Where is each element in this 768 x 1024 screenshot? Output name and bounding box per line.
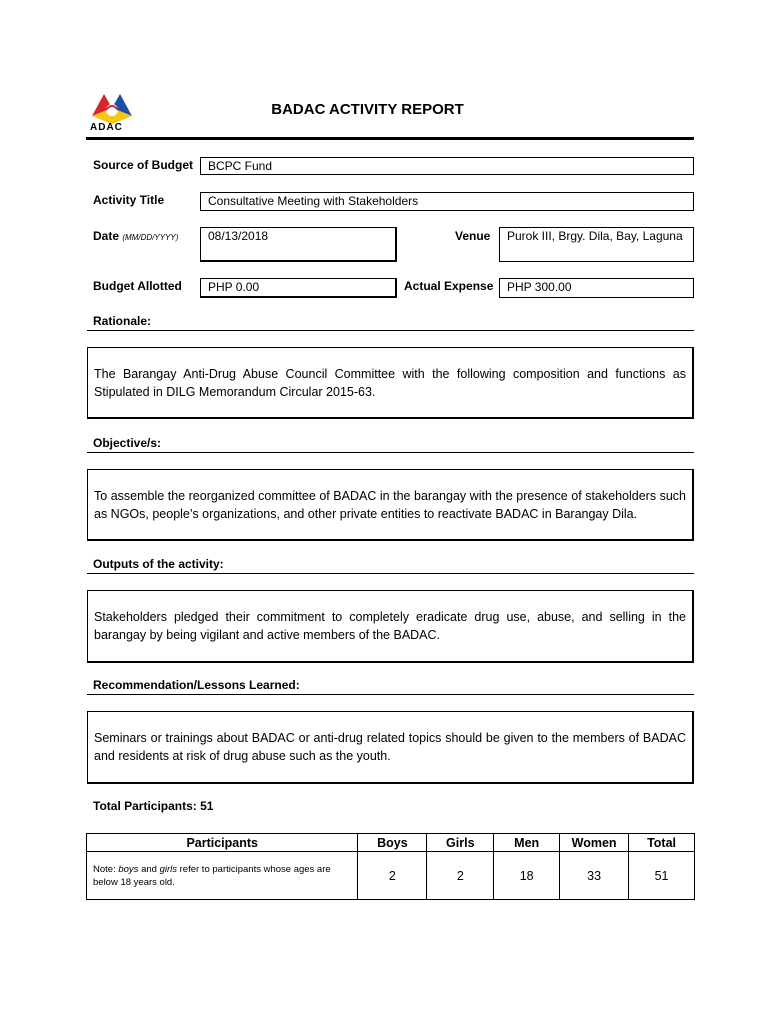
note-girls: girls xyxy=(159,863,177,875)
girls-count: 2 xyxy=(427,852,494,900)
rationale-text: The Barangay Anti-Drug Abuse Council Committee with the following composition and functions as Stipulated in DILG Memorandum Circular 2015-63. xyxy=(94,366,686,399)
date-format-hint: (MM/DD/YYYY) xyxy=(122,233,179,242)
actual-expense-field: PHP 300.00 xyxy=(499,278,694,298)
header-rule xyxy=(86,137,694,140)
table-header-row xyxy=(87,834,695,852)
objective-box xyxy=(87,469,694,541)
date-field: 08/13/2018 xyxy=(200,227,397,262)
rationale-rule xyxy=(87,330,694,331)
venue-label: Venue xyxy=(455,229,491,243)
date-label xyxy=(93,229,178,243)
header-boys: Boys xyxy=(358,834,427,852)
note-and: and xyxy=(138,863,160,875)
logo-text: ADAC xyxy=(90,122,123,133)
header-women: Women xyxy=(560,834,629,852)
budget-allotted-field: PHP 0.00 xyxy=(200,278,397,298)
outputs-rule xyxy=(87,573,694,574)
recommendation-text: Seminars or trainings about BADAC or anti-drug related topics should be given to the members of BADAC and residents at risk of drug abuse such as the youth. xyxy=(94,731,686,763)
note-prefix: Note: xyxy=(93,863,119,875)
date-label-text: Date xyxy=(93,229,120,243)
activity-title-field: Consultative Meeting with Stakeholders xyxy=(200,192,694,211)
note-suffix: refer to participants whose ages are below 18 years old. xyxy=(93,863,331,888)
men-count: 18 xyxy=(494,852,560,900)
note-boys: boys xyxy=(118,863,139,875)
outputs-text: Stakeholders pledged their commitment to completely eradicate drug use, abuse, and selling in the barangay by being vigilant and active members of the BADAC. xyxy=(94,610,686,642)
women-count: 33 xyxy=(560,852,629,900)
header-total: Total xyxy=(629,834,695,852)
total-count: 51 xyxy=(629,852,695,900)
report-title: BADAC ACTIVITY REPORT xyxy=(271,101,464,118)
objective-rule xyxy=(87,452,694,453)
table-row xyxy=(87,852,695,900)
activity-title-label: Activity Title xyxy=(93,193,165,207)
outputs-heading: Outputs of the activity: xyxy=(93,557,224,571)
total-participants-label: Total Participants: 51 xyxy=(93,799,214,813)
header-men: Men xyxy=(494,834,560,852)
recommendation-rule xyxy=(87,694,694,695)
recommendation-box xyxy=(87,711,694,784)
venue-field: Purok III, Brgy. Dila, Bay, Laguna xyxy=(499,227,694,262)
rationale-heading: Rationale: xyxy=(93,314,152,328)
header-girls: Girls xyxy=(427,834,494,852)
participants-table xyxy=(86,833,695,900)
participants-note xyxy=(87,852,358,900)
actual-expense-label: Actual Expense xyxy=(404,279,494,293)
rationale-box xyxy=(87,347,694,419)
header-participants: Participants xyxy=(87,834,358,852)
outputs-box xyxy=(87,590,694,663)
recommendation-heading: Recommendation/Lessons Learned: xyxy=(93,678,300,692)
budget-allotted-label: Budget Allotted xyxy=(93,279,182,293)
adac-logo xyxy=(86,88,136,138)
objective-heading: Objective/s: xyxy=(93,436,162,450)
objective-text: To assemble the reorganized committee of BADAC in the barangay with the presence of stakeholders such as NGOs, people’s organizations, and other private entities to reactivate BADAC in Barangay Dila. xyxy=(94,488,686,521)
source-of-budget-label: Source of Budget xyxy=(93,158,194,172)
source-of-budget-field: BCPC Fund xyxy=(200,157,694,175)
boys-count: 2 xyxy=(358,852,427,900)
